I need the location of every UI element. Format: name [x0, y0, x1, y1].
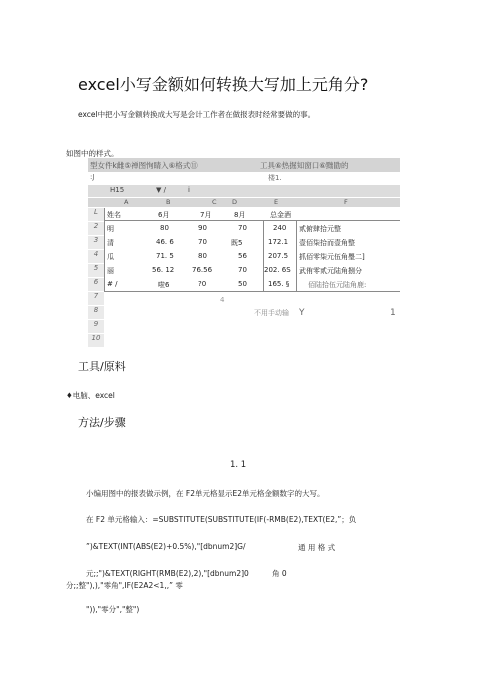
- table-cell: 202. 6S: [264, 266, 291, 274]
- table-cell: 80: [160, 224, 169, 232]
- sheet-toolbar-left: :J: [90, 173, 95, 181]
- header-cell: 7月: [200, 211, 212, 219]
- table-cell: 清: [107, 239, 114, 247]
- table-rule: [104, 208, 105, 292]
- table-cell: 70: [238, 266, 247, 274]
- formula-line: 分;;整"),),"零角",IF(E2A2<1,,” 零: [66, 581, 183, 590]
- table-cell: 既5: [231, 239, 243, 247]
- table-cell: 明: [107, 225, 114, 233]
- table-rule: [296, 220, 297, 292]
- column-headers: [88, 198, 400, 207]
- step-paragraph: 小编用图中的报表做示例，在 F2单元格显示E2单元格金额数字的大写。: [86, 489, 325, 498]
- formula-arrow: ▼ /: [156, 186, 166, 194]
- table-cell: 70: [198, 238, 207, 246]
- header-cell: 8月: [234, 211, 246, 219]
- annotation-note: 不用手动输: [254, 309, 289, 317]
- row-number: L: [88, 208, 104, 221]
- name-box: H15: [110, 186, 125, 194]
- table-cell: 贰俯肆拾元整: [299, 225, 341, 233]
- table-cell: 50: [238, 280, 247, 288]
- row-number: 3: [88, 236, 104, 249]
- table-cell: 240: [273, 224, 287, 232]
- table-cell: 46. 6: [156, 238, 174, 246]
- table-cell: 56: [238, 252, 247, 260]
- table-cell: 瓜: [107, 253, 114, 261]
- annotation-mark: 1: [390, 308, 396, 318]
- table-cell: 80: [198, 252, 207, 260]
- table-cell: 172.1: [268, 238, 289, 246]
- table-cell: 90: [198, 224, 207, 232]
- row-number: 4: [88, 250, 104, 263]
- formula-bar: [88, 185, 400, 197]
- row-number: 8: [88, 306, 104, 319]
- figure-caption: 如图中的样式。: [66, 149, 119, 158]
- formula-fx: i: [188, 186, 190, 194]
- header-cell: 总金酒: [270, 211, 291, 219]
- page-title: excel小写金额如何转换大写加上元角分?: [78, 75, 369, 94]
- header-cell: 6月: [158, 211, 170, 219]
- header-cell: 姓名: [107, 211, 121, 219]
- sheet-toolbar-right: 楼1.: [268, 174, 282, 182]
- table-cell: 抓佰零柒元伍角璺二]: [299, 253, 365, 261]
- row-number: 10: [88, 334, 104, 347]
- table-rule: [104, 220, 400, 221]
- sheet-toolbar-row: [88, 172, 400, 184]
- table-cell: 丽: [107, 267, 114, 275]
- tools-item: ♦电脑、excel: [66, 391, 115, 400]
- table-cell: ?0: [198, 280, 207, 288]
- col-header-f: F: [344, 198, 348, 206]
- row-number: 9: [88, 320, 104, 333]
- formula-line: 通 用 格 式: [298, 543, 336, 552]
- row-number: 5: [88, 264, 104, 277]
- col-header-c: C: [212, 198, 217, 206]
- table-cell: 70: [238, 224, 247, 232]
- row-number: 6: [88, 278, 104, 291]
- col-header-a: A: [124, 198, 129, 206]
- table-rule: [104, 291, 400, 292]
- formula-line: 角 0: [272, 569, 287, 578]
- annotation-mark: Y: [299, 308, 305, 318]
- formula-line: ")),"零分","整"): [86, 605, 140, 614]
- table-cell: 啦6: [158, 281, 170, 289]
- tools-heading: 工具/原料: [78, 360, 126, 373]
- table-cell: 76.56: [192, 266, 213, 274]
- sheet-menu-right: 工具⑥热掘知窗口⑥黜勖的: [260, 161, 349, 170]
- table-cell: 165. §: [268, 280, 290, 288]
- step-number: 1. 1: [230, 460, 247, 470]
- intro-text: excel中把小写金额转换成大写是会计工作者在做报表时经常要做的事。: [78, 110, 316, 119]
- row-number: 2: [88, 222, 104, 235]
- table-cell: 56. 12: [152, 266, 175, 274]
- row-number: 7: [88, 292, 104, 305]
- formula-line: ”)&TEXT(INT(ABS(E2)+0.5%),"[dbnum2]G/: [86, 542, 246, 551]
- sheet-menu-bar: [88, 158, 400, 172]
- spreadsheet-figure: [88, 158, 400, 350]
- table-cell: 207.5: [268, 252, 289, 260]
- table-cell: # /: [107, 280, 118, 288]
- table-cell: 壹佰柒拾而壹角整: [299, 239, 355, 247]
- formula-line: 在 F2 单元格输入：=SUBSTITUTE(SUBSTITUTE(IF(-RMB(E2),TEXT(E2,”；负: [86, 515, 357, 524]
- col-header-b: B: [166, 198, 171, 206]
- table-cell: 佰陆拾伍元陆角鹿:: [308, 281, 367, 289]
- formula-line: 元;;")&TEXT(RIGHT(RMB(E2),2),"[dbnum2]0: [86, 569, 249, 578]
- col-header-d: D: [232, 198, 238, 206]
- col-header-e: E: [274, 198, 279, 206]
- method-heading: 方法/步骤: [78, 416, 126, 429]
- table-cell: 武侑零贰元陆角捌分: [299, 267, 362, 275]
- cursor-mark: 4: [220, 296, 225, 304]
- sheet-menu-left: 型女件k雌⑤禅图恂睛入⑥格式⑪: [90, 161, 198, 170]
- table-rule: [263, 220, 264, 292]
- table-cell: 71. 5: [156, 252, 174, 260]
